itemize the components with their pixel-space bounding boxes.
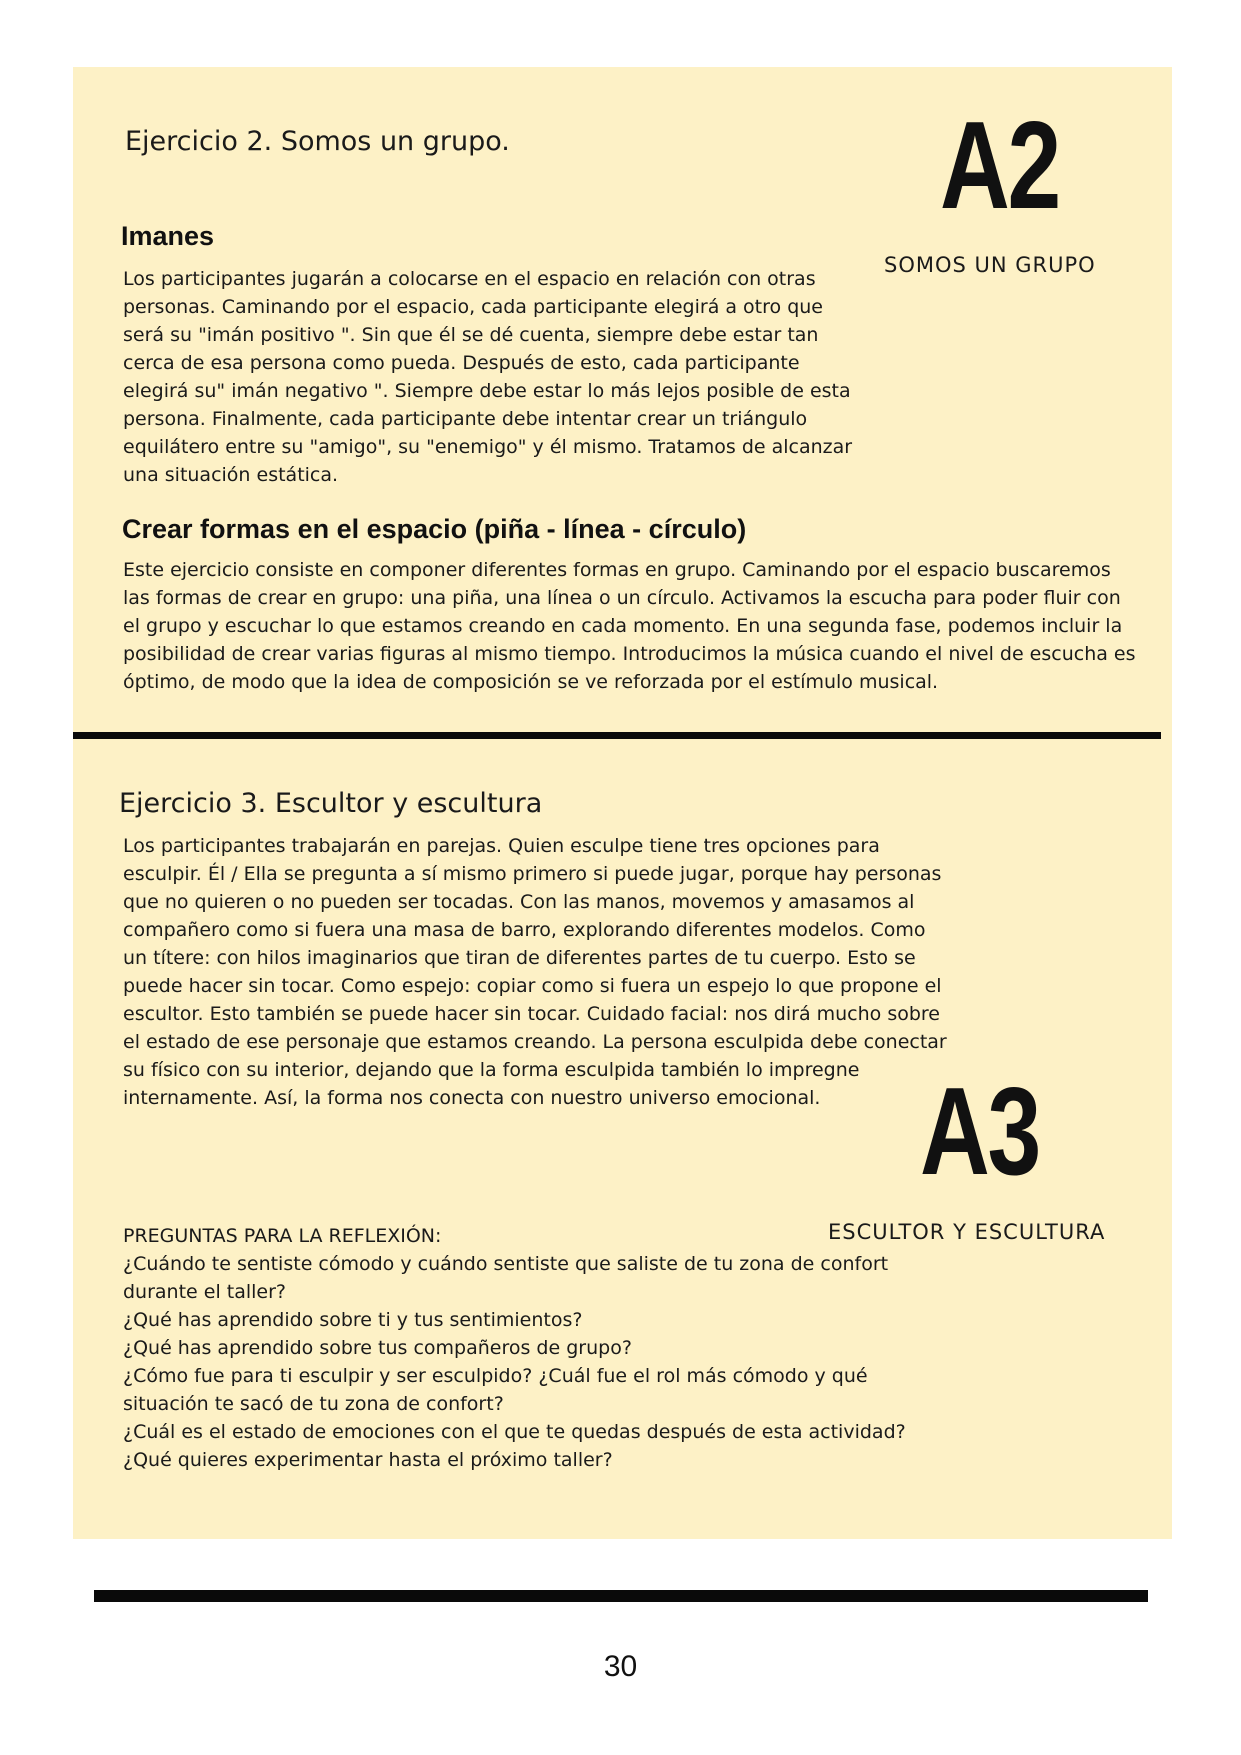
formas-text: Este ejercicio consiste en componer diferentes formas en grupo. Caminando por el espacio buscaremos las formas de crear en grupo: una piña, una línea o un círculo. Activamos la escucha para poder fluir con el grupo y escuchar lo que estamos creando en cada momento. En una segunda fase, podemos incluir la posibilidad de crear varias figuras al mismo tiempo. Introducimos la música cuando el nivel de escucha es óptimo, de modo que la idea de composición se ve reforzada por el estímulo musical. (123, 559, 1136, 693)
question-item: ¿Cuándo te sentiste cómodo y cuándo sentiste que saliste de tu zona de confort durante el taller? (123, 1253, 889, 1303)
exercise-2-title: Ejercicio 2. Somos un grupo. (125, 126, 510, 157)
question-item: ¿Qué has aprendido sobre ti y tus sentimientos? (123, 1309, 583, 1331)
a2-caption: SOMOS UN GRUPO (884, 253, 1096, 277)
question-item: ¿Cuál es el estado de emociones con el que te quedas después de esta actividad? (123, 1421, 906, 1443)
questions-heading: PREGUNTAS PARA LA REFLEXIÓN: (123, 1225, 442, 1247)
a3-code: A3 (920, 1063, 1039, 1201)
a2-code: A2 (940, 97, 1059, 235)
question-item: ¿Qué has aprendido sobre tus compañeros de grupo? (123, 1337, 632, 1359)
a3-caption: ESCULTOR Y ESCULTURA (828, 1220, 1106, 1244)
question-item: ¿Qué quieres experimentar hasta el próximo taller? (123, 1449, 613, 1471)
section-divider (73, 732, 1161, 739)
imanes-heading: Imanes (121, 221, 215, 251)
footer-rule (94, 1590, 1148, 1602)
imanes-text: Los participantes jugarán a colocarse en el espacio en relación con otras personas. Caminando por el espacio, cada participante elegirá a otro que será su "imán positivo ". Sin que él se dé cuenta, siempre debe estar tan cerca de esa persona como pueda. Después de esto, cada participante elegirá su" imán negativo ". Siempre debe estar lo más lejos posible de esta persona. Finalmente, cada participante debe intentar crear un triángulo equilátero entre su "amigo", su "enemigo" y él mismo. Tratamos de alcanzar una situación estática. (123, 268, 853, 486)
formas-heading: Crear formas en el espacio (piña - línea - círculo) (122, 514, 747, 544)
reflection-questions (123, 1222, 953, 1474)
escultor-text: Los participantes trabajarán en parejas. Quien esculpe tiene tres opciones para esculpir. Él / Ella se pregunta a sí mismo primero si puede jugar, porque hay personas que no quieren o no pueden ser tocadas. Con las manos, movemos y amasamos al compañero como si fuera una masa de barro, explorando diferentes modelos. Como un títere: con hilos imaginarios que tiran de diferentes partes de tu cuerpo. Esto se puede hacer sin tocar. Como espejo: copiar como si fuera un espejo lo que propone el escultor. Esto también se puede hacer sin tocar. Cuidado facial: nos dirá mucho sobre el estado de ese personaje que estamos creando. La persona esculpida debe conectar su físico con su interior, dejando que la forma esculpida también lo impregne internamente. Así, la forma nos conecta con nuestro universo emocional. (123, 835, 947, 1109)
question-item: ¿Cómo fue para ti esculpir y ser esculpido? ¿Cuál fue el rol más cómodo y qué situación te sacó de tu zona de confort? (123, 1365, 868, 1415)
exercise-3-title: Ejercicio 3. Escultor y escultura (119, 788, 543, 819)
page-number: 30 (603, 1650, 638, 1683)
